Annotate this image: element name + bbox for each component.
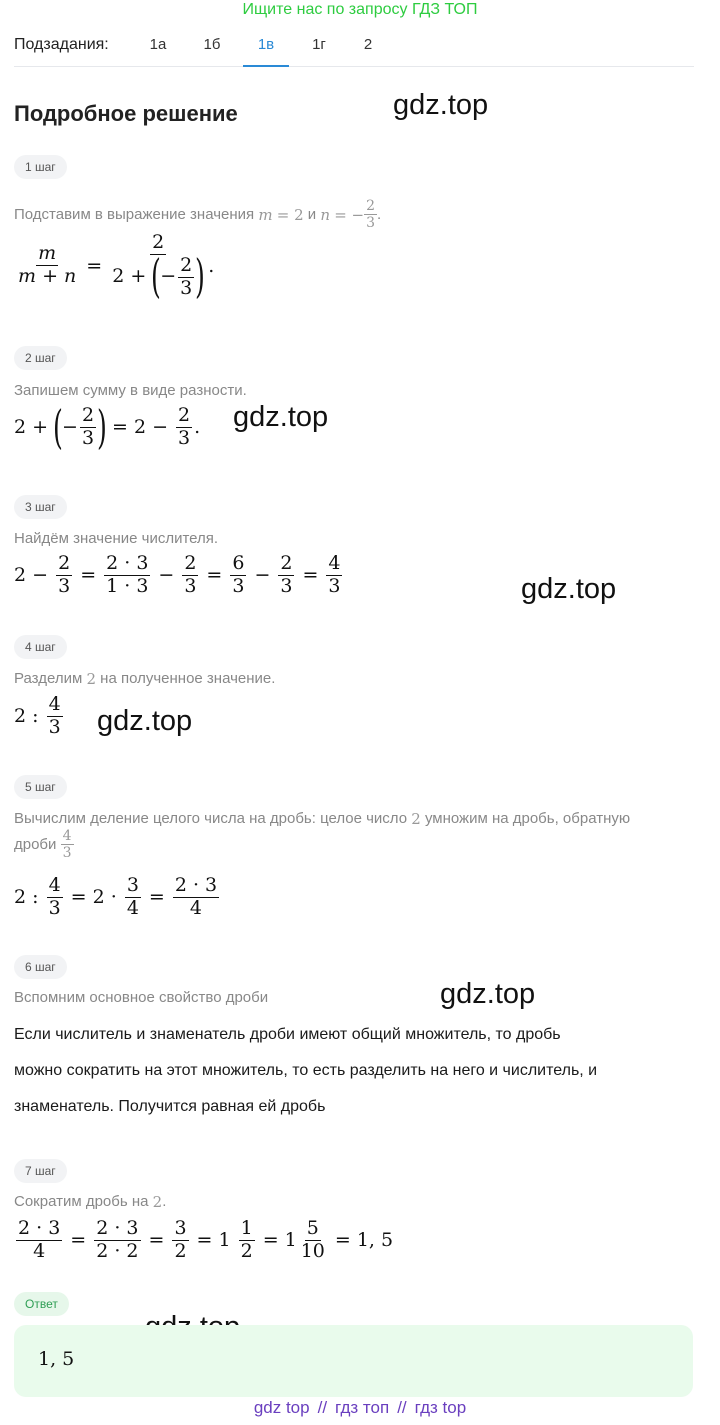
step-formula: $\frac{2 \cdot 3}{4}$ = $\frac{2 \cdot 3}{2 \cdot 2}$ = $\frac{3}{2}$ = 1 $\frac{1}{2}$ = 1 $\frac{5}{10}$ = 1, 5 <box>18 1217 394 1262</box>
fraction: $\frac{2}{3}$ <box>366 198 376 231</box>
step-badge: 5 шаг <box>14 775 67 799</box>
step-badge: 2 шаг <box>14 346 67 370</box>
step-formula: 2 : $\frac{4}{3}$ <box>14 693 61 738</box>
page-title: Подробное решение <box>14 101 238 126</box>
step-description: Подставим в выражение значения m = 2 и n = − $\frac{2}{3}$ . <box>14 198 382 231</box>
search-banner: Ищите нас по запросу ГДЗ ТОП <box>242 1 478 18</box>
answer-box <box>14 1325 693 1397</box>
footer-link[interactable]: gdz top <box>253 1398 310 1417</box>
tab-1g[interactable]: 1г <box>312 36 326 53</box>
step-formula: 2 + ( − $\frac{2}{3}$ ) = 2 − $\frac{2}{3}$ . <box>14 399 201 454</box>
watermark: gdz.top <box>521 573 617 605</box>
answer-value: 1, 5 <box>38 1348 75 1370</box>
watermark: gdz.top <box>393 89 489 121</box>
watermark: gdz.top <box>233 401 329 433</box>
step-formula: 2 : $\frac{4}{3}$ = 2 · $\frac{3}{4}$ = $\frac{2 \cdot 3}{4}$ <box>14 874 218 919</box>
subtasks-bar <box>14 34 694 67</box>
watermark: gdz.top <box>440 978 536 1010</box>
step-description: Вспомним основное свойство дроби <box>14 989 269 1006</box>
step-badge: 7 шаг <box>14 1159 67 1183</box>
footer-links: gdz top // гдз топ // гдз top <box>253 1398 467 1417</box>
step-badge: 4 шаг <box>14 635 67 659</box>
step-description: Найдём значение числителя. <box>14 530 219 547</box>
step-badge: 6 шаг <box>14 955 67 979</box>
tab-1b[interactable]: 1б <box>203 36 221 53</box>
rule-text: можно сократить на этот множитель, то есть разделить на него и числитель, и <box>14 1062 598 1079</box>
footer-link[interactable]: гдз top <box>414 1398 467 1417</box>
tab-1a[interactable]: 1а <box>149 36 167 53</box>
watermark: gdz.top <box>97 705 193 737</box>
rule-text: Если числитель и знаменатель дроби имеют общий множитель, то дробь <box>14 1026 561 1043</box>
step-badge: 3 шаг <box>14 495 67 519</box>
rule-text: знаменатель. Получится равная ей дробь <box>14 1098 326 1115</box>
step-description: Сократим дробь на 2 . <box>14 1193 167 1211</box>
step-badge: 1 шаг <box>14 155 67 179</box>
answer-badge: Ответ <box>14 1292 69 1316</box>
subtasks-label: Подзадания: <box>14 36 109 53</box>
step-description: Вычислим деление целого числа на дробь: целое число 2 умножим на дробь, обратную <box>14 810 631 828</box>
step-formula: 2 − $\frac{2}{3}$ = $\frac{2 \cdot 3}{1 \cdot 3}$ − $\frac{2}{3}$ = $\frac{6}{3}$ − $\frac{2}{3}$ = $\frac{4}{3}$ <box>14 552 341 597</box>
footer-link[interactable]: гдз топ <box>335 1398 390 1417</box>
tab-1v[interactable]: 1в <box>243 36 289 67</box>
step-description: Запишем сумму в виде разности. <box>14 382 247 399</box>
step-description-cont: дроби 4 3 <box>14 828 72 861</box>
step-formula: $\frac{m}{m + n}$ = 2 2 + ( − $\frac{2}{3}$ ) . <box>18 231 215 304</box>
tab-2[interactable]: 2 <box>363 36 373 53</box>
step-description: Разделим 2 на полученное значение. <box>14 670 276 688</box>
